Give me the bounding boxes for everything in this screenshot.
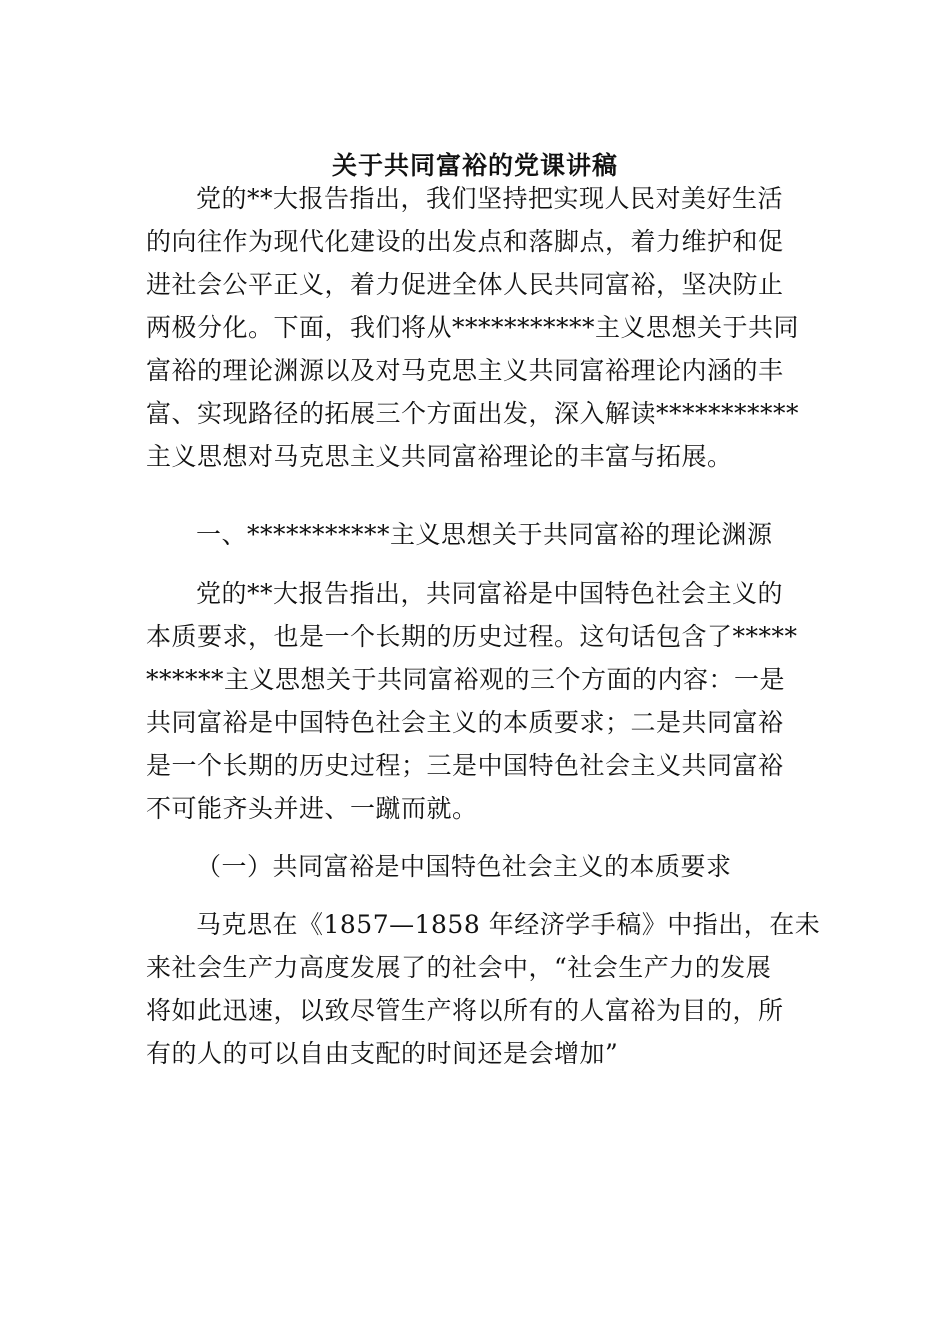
paragraph-line: 马克思在《1857—1858 年经济学手稿》中指出，在未: [196, 910, 821, 939]
paragraph-line: 主义思想对马克思主义共同富裕理论的丰富与拓展。: [146, 442, 733, 471]
paragraph-line: 来社会生产力高度发展了的社会中，“社会生产力的发展: [146, 953, 772, 982]
paragraph-line: 不可能齐头并进、一蹴而就。: [146, 794, 478, 823]
paragraph-line: 将如此迅速，以致尽管生产将以所有的人富裕为目的，所: [146, 996, 784, 1025]
paragraph-line: 党的**大报告指出，我们坚持把实现人民对美好生活: [196, 184, 784, 213]
document-title: 关于共同富裕的党课讲稿: [331, 151, 618, 180]
paragraph-line: 进社会公平正义，着力促进全体人民共同富裕，坚决防止: [146, 270, 784, 299]
paragraph-line: ******主义思想关于共同富裕观的三个方面的内容：一是: [146, 665, 786, 694]
paragraph-line: 富裕的理论渊源以及对马克思主义共同富裕理论内涵的丰: [146, 356, 784, 385]
paragraph-line: 有的人的可以自由支配的时间还是会增加”: [146, 1039, 619, 1068]
paragraph-line: 党的**大报告指出，共同富裕是中国特色社会主义的: [196, 579, 784, 608]
paragraph-line: 的向往作为现代化建设的出发点和落脚点，着力维护和促: [146, 227, 784, 256]
paragraph-line: 共同富裕是中国特色社会主义的本质要求；二是共同富裕: [146, 708, 784, 737]
paragraph-line: 富、实现路径的拓展三个方面出发，深入解读***********: [146, 399, 800, 428]
paragraph-line: 本质要求，也是一个长期的历史过程。这句话包含了*****: [146, 622, 798, 651]
paragraph-line: 是一个长期的历史过程；三是中国特色社会主义共同富裕: [146, 751, 784, 780]
section-heading: 一、***********主义思想关于共同富裕的理论渊源: [196, 520, 773, 549]
subsection-heading: （一）共同富裕是中国特色社会主义的本质要求: [196, 852, 732, 881]
paragraph-line: 两极分化。下面，我们将从***********主义思想关于共同: [146, 313, 800, 342]
